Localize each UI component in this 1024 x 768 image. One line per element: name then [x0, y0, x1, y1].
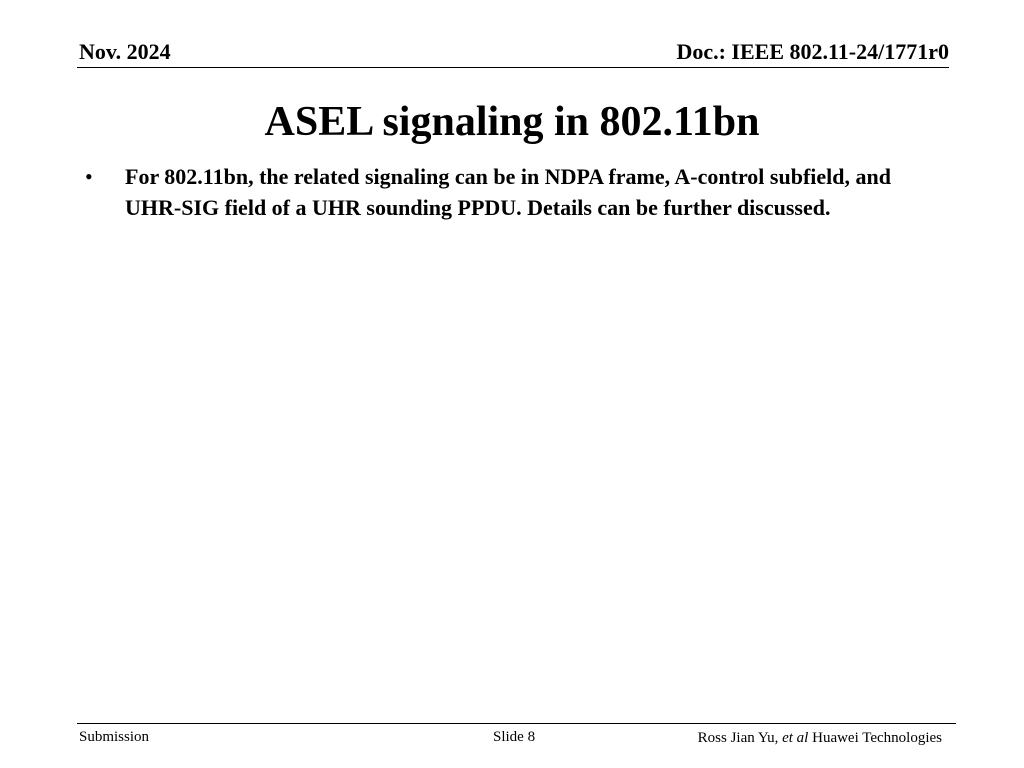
- bullet-item: [85, 161, 905, 223]
- footer-author-name: Ross Jian Yu,: [697, 730, 779, 746]
- header-doc-id: Doc.: IEEE 802.11-24/1771r0: [676, 39, 949, 64]
- footer-author-etal: et al: [782, 730, 809, 746]
- bullet-list: [85, 161, 905, 223]
- footer-author: [698, 729, 942, 747]
- bullet-text: For 802.11bn, the related signaling can be in NDPA frame, A-control subfield, and UHR-SIG field of a UHR sounding PPDU. Details can be further discussed.: [125, 164, 891, 220]
- header-divider: [77, 67, 949, 68]
- footer-author-org: Huawei Technologies: [812, 730, 942, 746]
- header-date: Nov. 2024: [79, 39, 171, 64]
- bullet-marker: •: [85, 164, 93, 189]
- footer-divider: [77, 723, 956, 724]
- footer-slide-number: Slide 8: [493, 729, 536, 745]
- slide-title: ASEL signaling in 802.11bn: [264, 99, 760, 145]
- footer-submission: Submission: [79, 729, 150, 745]
